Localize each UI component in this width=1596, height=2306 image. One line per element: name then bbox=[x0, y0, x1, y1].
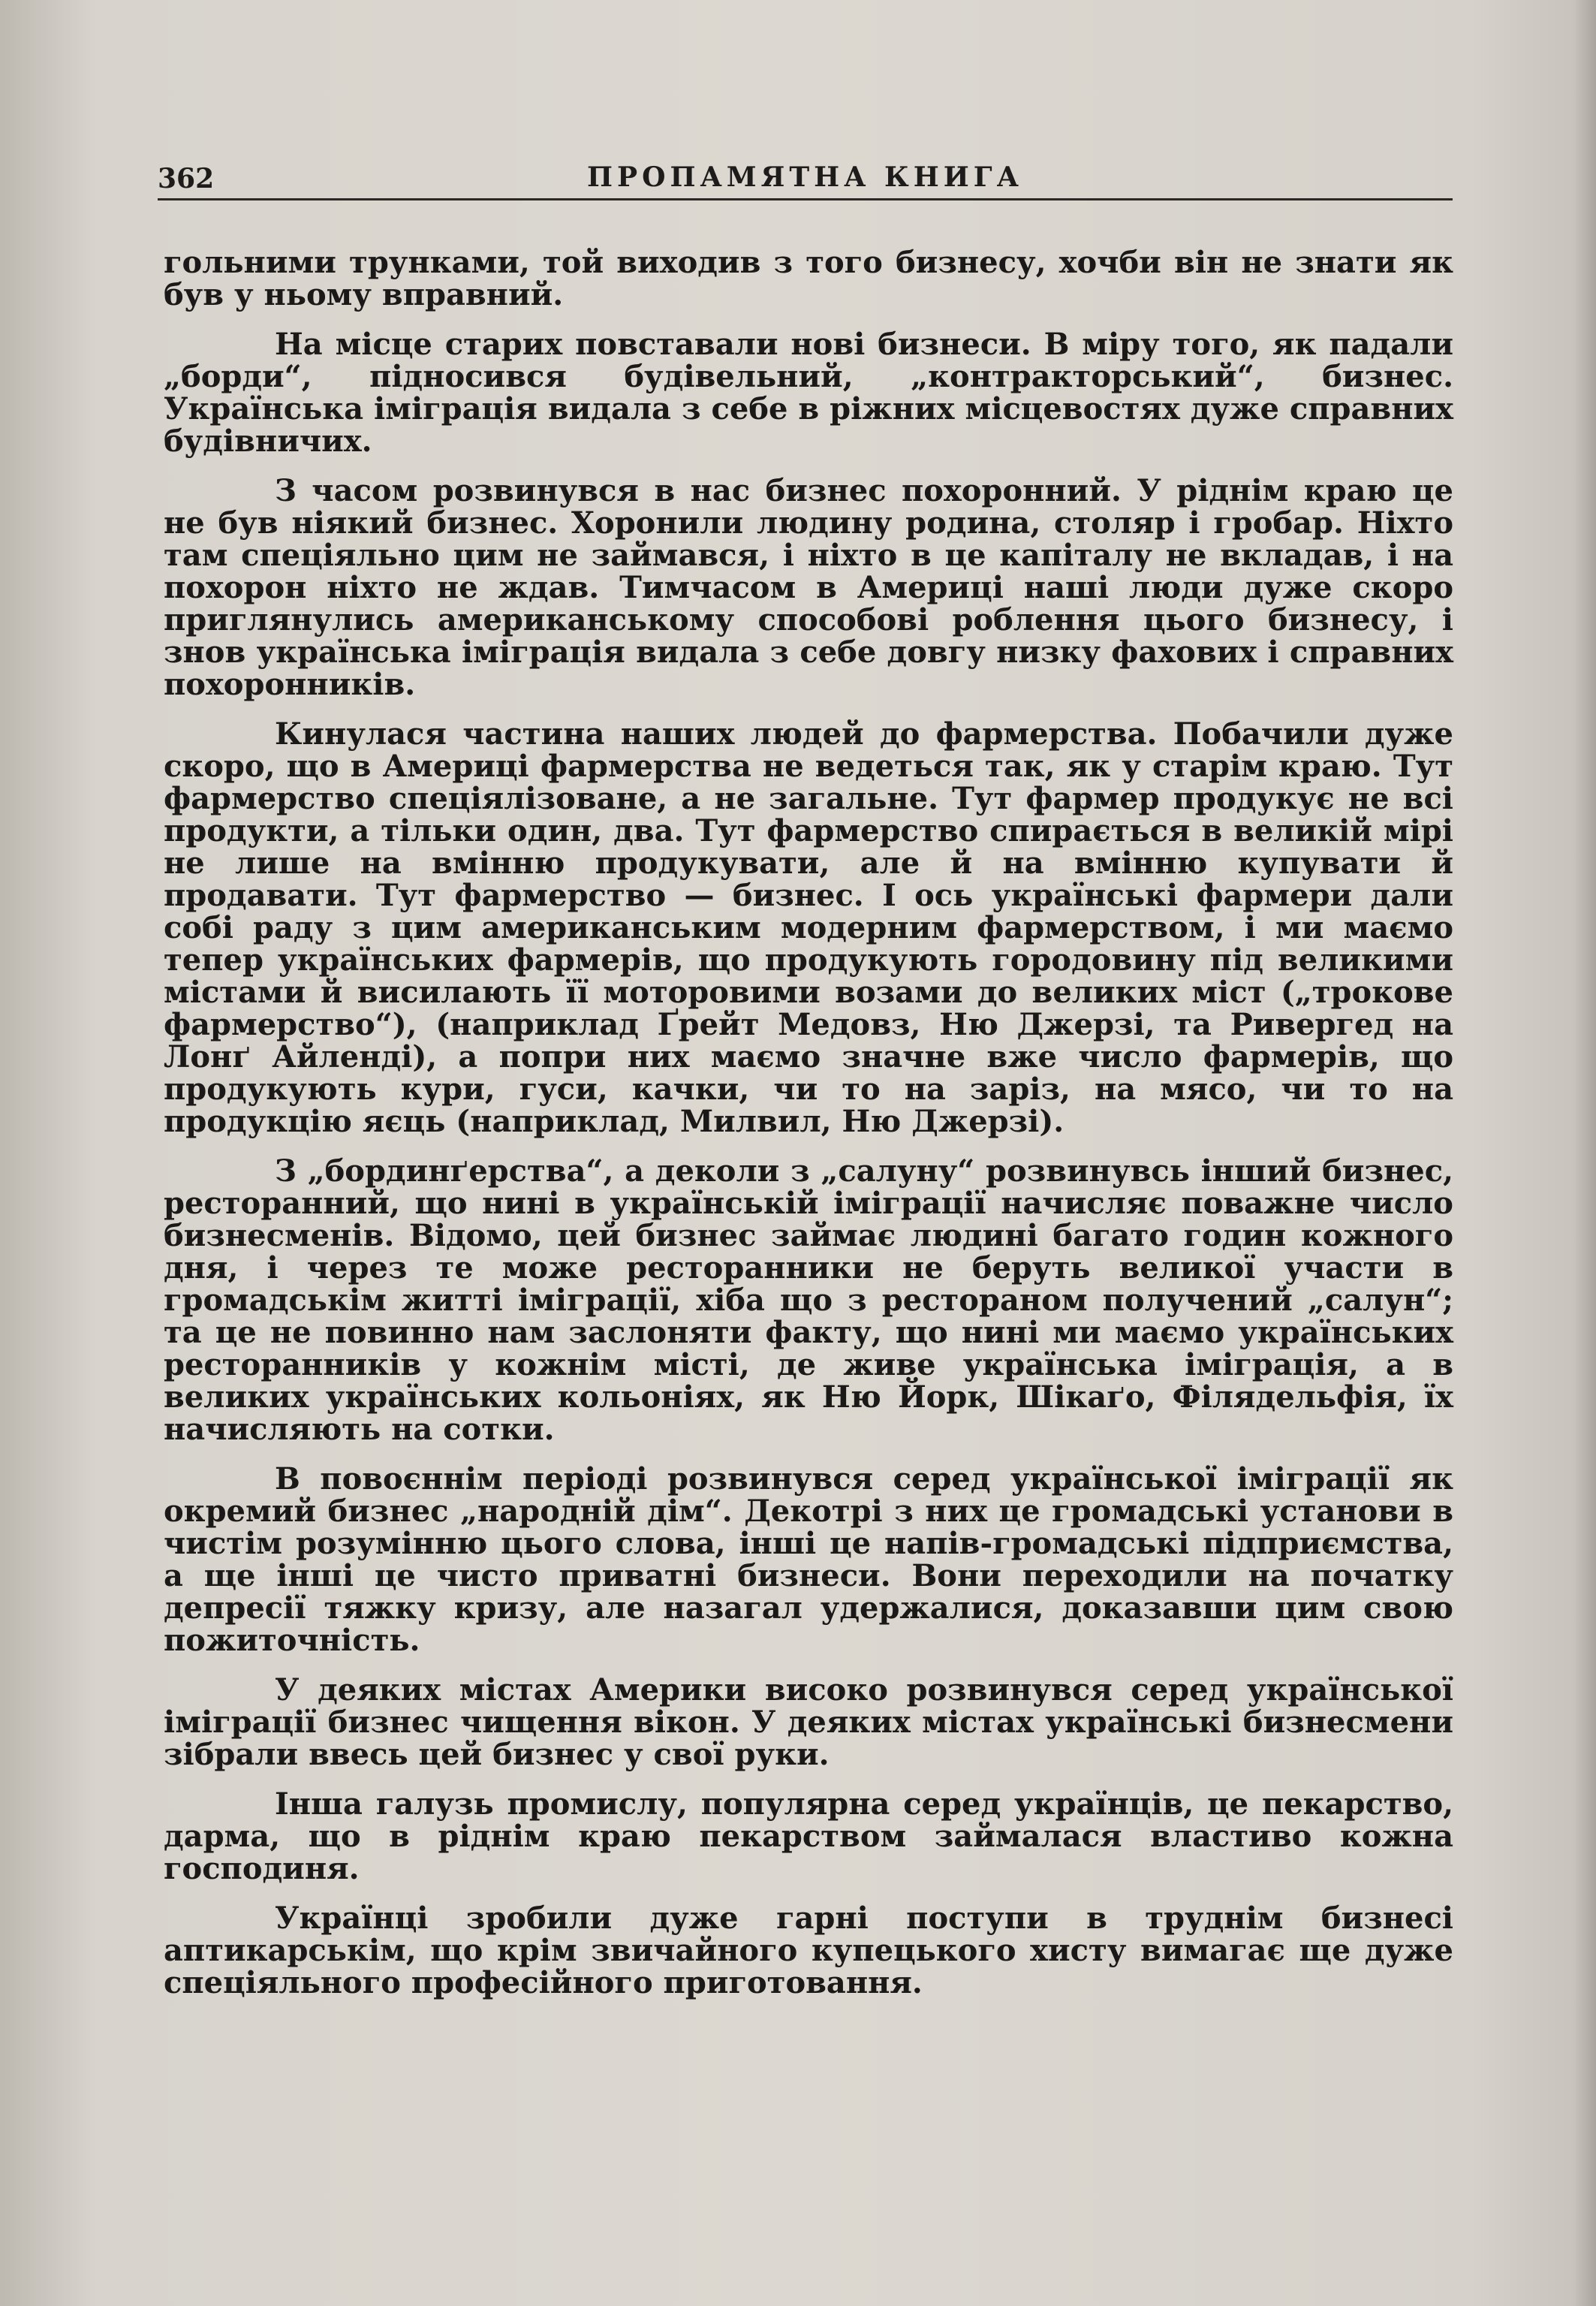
page-number: 362 bbox=[158, 163, 215, 194]
paragraph: Кинулася частина наших людей до фармерства. Побачили дуже скоро, що в Америці фармерства не ведеться так, як у старім краю. Тут фармерство спеціялізоване, а не загальне. Тут фармер продукує не всі продукти, а тільки один, два. Тут фармерство спирається в великій мірі не лише на вмінню продукувати, але й на вмінню купувати й продавати. Тут фармерство — бизнес. І ось українські фармери дали собі раду з цим американським модерним фармерством, і ми маємо тепер українських фармерів, що продукують городовину під великими містами й висилають її моторовими возами до великих міст („трокове фармерство“), (наприклад Ґрейт Медовз, Ню Джерзі, та Ривергед на Лонґ Айленді), а попри них маємо значне вже число фармерів, що продукують кури, гуси, качки, чи то на заріз, на мясо, чи то на продукцію яєць (наприклад, Милвил, Ню Джерзі). bbox=[164, 716, 1453, 1139]
paragraph: гольними трунками, той виходив з того бизнесу, хочби він не знати як був у ньому вправний. bbox=[164, 245, 1453, 312]
paragraph: На місце старих повставали нові бизнеси. В міру того, як падали „борди“, підносився будівельний, „контракторський“, бизнес. Українська імігpація видала з себе в ріжних місцевостях дуже справних будівничих. bbox=[164, 327, 1453, 459]
paragraph: У деяких містах Америки високо розвинувся серед української імігpації бизнес чищення вікон. У деяких містах українські бизнесмени зібрали ввесь цей бизнес у свої руки. bbox=[164, 1672, 1453, 1772]
page-header bbox=[158, 161, 1453, 196]
page-edge-shadow bbox=[1573, 0, 1596, 2306]
paragraph: Українці зробили дуже гарні поступи в труднім бизнесі аптикарськім, що крім звичайного купецького хисту вимагає ще дуже спеціяльного професійного приготовання. bbox=[164, 1901, 1453, 2000]
running-title: ПРОПАМЯТНА КНИГА bbox=[587, 161, 1023, 193]
paragraph: З „бординґерства“, а деколи з „салуну“ розвинувсь інший бизнес, ресторанний, що нині в українській імігpації начисляє поважне число бизнесменів. Відомо, цей бизнес займає людині багато годин кожного дня, і через те може ресторанники не беруть великої участи в громадськім житті імігpації, хіба що з рестораном получений „салун“; та це не повинно нам заслоняти факту, що нині ми маємо українських ресторанників у кожнім місті, де живе українська імігpація, а в великих українських кольоніях, як Ню Йорк, Шікаґо, Філядельфія, їх начисляють на сотки. bbox=[164, 1153, 1453, 1447]
paragraph: Інша галузь промислу, популярна серед українців, це пекарство, дарма, що в ріднім краю пекарством займалася властиво кожна господиня. bbox=[164, 1786, 1453, 1886]
paragraph: З часом розвинувся в нас бизнес похоронний. У ріднім краю це не був ніякий бизнес. Хоронили людину родина, столяр і гробар. Ніхто там спеціяльно цим не займався, і ніхто в це капіталу не вкладав, і на похорон ніхто не ждав. Тимчасом в Америці наші люди дуже скоро приглянулись американському способові роблення цього бизнесу, і знов українська імігpація видала з себе довгу низку фахових і справних похоронників. bbox=[164, 473, 1453, 702]
body-text bbox=[164, 246, 1453, 2016]
paragraph: В повоєннім періоді розвинувся серед української імігpації як окремий бизнес „народній дім“. Декотрі з них це громадські установи в чистім розумінню цього слова, інші це напів-громадські підприємства, а ще інші це чисто приватні бизнеси. Вони переходили на початку депресії тяжку кризу, але назагал удержалися, доказавши цим свою пожиточність. bbox=[164, 1461, 1453, 1658]
header-rule bbox=[158, 198, 1453, 200]
